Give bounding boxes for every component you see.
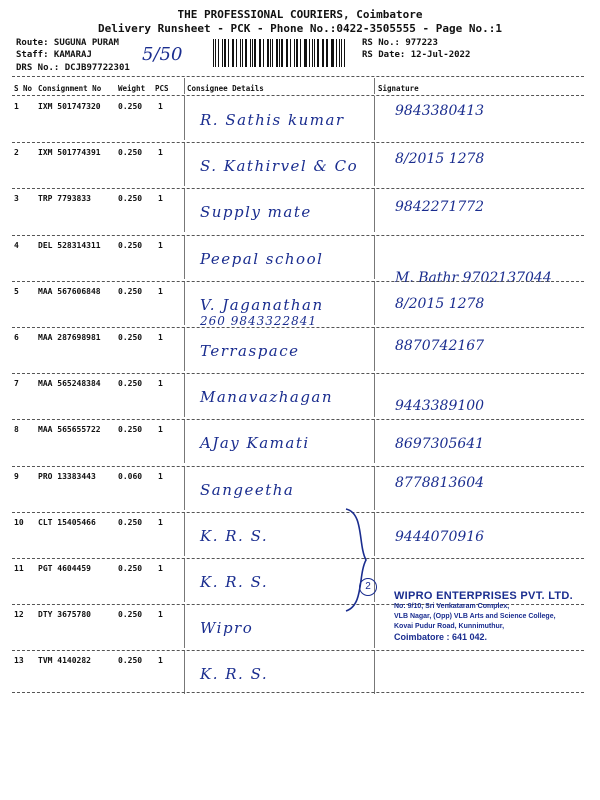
col-divider-signature [374,78,375,94]
col-divider [374,650,375,694]
stamp-address-2: VLB Nagar, (Opp) VLB Arts and Science College, [394,613,556,620]
row-consignment-no: TVM 4140282 [38,656,91,665]
col-divider [184,373,185,417]
row-separator [12,235,584,236]
row-consignment-no: MAA 565248384 [38,379,101,388]
row-separator [12,373,584,374]
row-weight: 0.250 [118,656,143,665]
row-sno: 9 [14,472,19,481]
col-divider [374,419,375,463]
barcode-bar [267,39,268,67]
barcode-bar [286,39,287,67]
row-pcs: 1 [158,656,163,665]
barcode-bar [270,39,271,67]
col-header-sno: S No [14,84,33,93]
barcode-bar [322,39,323,67]
barcode-bar [336,39,337,67]
col-divider [184,512,185,556]
barcode-bar [294,39,295,67]
col-divider [374,327,375,371]
row-consignment-no: PGT 4604459 [38,564,91,573]
row-consignee: R. Sathis kumar [200,111,345,129]
row-sno: 2 [14,148,19,157]
barcode-bar [213,39,214,67]
barcode-bar [250,39,251,67]
row-consignment-no: IXM 501774391 [38,148,101,157]
barcode-bar [279,39,280,67]
row-sno: 10 [14,518,24,527]
col-divider [374,466,375,510]
col-header-signature: Signature [378,84,419,93]
row-pcs: 1 [158,287,163,296]
col-divider [184,327,185,371]
barcode-bar [296,39,298,67]
col-divider [184,650,185,694]
col-divider [374,235,375,279]
barcode-bar [245,39,247,67]
row-weight: 0.250 [118,148,143,157]
row-sno: 3 [14,194,19,203]
col-divider [184,235,185,279]
row-consignee: Sangeetha [200,481,295,499]
row-signature: 9443389100 [395,398,485,414]
route-label: Route: SUGUNA PURAM [16,38,119,48]
barcode-bar [228,39,229,67]
col-header-consignee: Consignee Details [187,84,264,93]
row-pcs: 1 [158,379,163,388]
row-signature: 9843380413 [395,103,485,119]
barcode-bar [304,39,305,67]
row-consignee: Wipro [200,619,254,637]
row-signature: 8870742167 [395,338,485,354]
col-divider [184,604,185,648]
barcode-bar [254,39,255,67]
barcode-bar [300,39,301,67]
row-sno: 13 [14,656,24,665]
row-consignee: K. R. S. [200,527,269,545]
header-top-rule [12,76,584,77]
rs-date: RS Date: 12-Jul-2022 [362,50,471,60]
row-weight: 0.250 [118,610,143,619]
barcode-bar [317,39,318,67]
barcode-bar [341,39,342,67]
row-separator [12,281,584,282]
row-consignment-no: PRO 13383443 [38,472,96,481]
row-signature: 8/2015 1278 [395,296,485,312]
barcode-bar [260,39,261,67]
col-divider [374,188,375,232]
barcode-bar [344,39,345,67]
table-bottom-rule [12,692,584,693]
row-consignee: V. Jaganathan [200,296,324,314]
col-divider [184,96,185,140]
row-consignee: AJay Kamati [200,434,310,452]
row-pcs: 1 [158,333,163,342]
page-count-note: 5/50 [142,44,183,65]
row-weight: 0.250 [118,194,143,203]
row-consignee: Manavazhagan [200,388,334,406]
barcode-bar [252,39,253,67]
row-weight: 0.250 [118,425,143,434]
stamp-address-4: Coimbatore : 641 042. [394,632,488,642]
barcode-bar [309,39,310,67]
row-signature: 9444070916 [395,529,485,545]
row-signature: 9842271772 [395,199,485,215]
row-consignee: Terraspace [200,342,300,360]
row-consignment-no: CLT 15405466 [38,518,96,527]
row-weight: 0.250 [118,518,143,527]
barcode-bar [326,39,328,67]
col-divider [184,188,185,232]
row-weight: 0.250 [118,241,143,250]
barcode-bar [242,39,243,67]
row-separator [12,142,584,143]
row-pcs: 1 [158,241,163,250]
row-sno: 11 [14,564,24,573]
row-weight: 0.250 [118,379,143,388]
row-consignee: S. Kathirvel & Co [200,157,359,175]
brace-mark [340,505,380,615]
barcode-bar [272,39,273,67]
row-sno: 4 [14,241,19,250]
row-consignee-extra: 260 9843322841 [200,314,318,328]
row-pcs: 1 [158,518,163,527]
barcode-bar [339,39,340,67]
row-sno: 8 [14,425,19,434]
document-subtitle: Delivery Runsheet - PCK - Phone No.:0422-3505555 - Page No.:1 [98,22,502,35]
row-signature: 8778813604 [395,475,485,491]
row-pcs: 1 [158,564,163,573]
row-weight: 0.250 [118,102,143,111]
barcode-bar [314,39,315,67]
row-pcs: 1 [158,610,163,619]
col-header-pcs: PCS [155,84,169,93]
col-divider [184,281,185,325]
row-sno: 12 [14,610,24,619]
col-divider [374,142,375,186]
row-signature: 8/2015 1278 [395,151,485,167]
col-divider [374,96,375,140]
row-signature: 8697305641 [395,436,485,452]
col-divider [184,419,185,463]
row-separator [12,327,584,328]
row-consignment-no: IXM 501747320 [38,102,101,111]
col-divider [184,142,185,186]
row-weight: 0.250 [118,564,143,573]
row-sno: 7 [14,379,19,388]
col-divider [184,558,185,602]
staff-label: Staff: KAMARAJ [16,50,92,60]
barcode-bar [222,39,223,67]
col-divider-consignee [184,78,185,94]
row-sno: 6 [14,333,19,342]
row-consignment-no: MAA 567606848 [38,287,101,296]
row-signature: M. Bathr 9702137044 [395,270,552,286]
barcode-bar [312,39,313,67]
stamp-company: WIPRO ENTERPRISES PVT. LTD. [394,590,574,602]
col-divider [184,466,185,510]
barcode-bar [224,39,226,67]
barcode-bar [287,39,288,67]
row-consignment-no: MAA 287698981 [38,333,101,342]
row-pcs: 1 [158,148,163,157]
col-divider [374,281,375,325]
drs-number: DRS No.: DCJB97722301 [16,63,130,73]
row-pcs: 1 [158,194,163,203]
barcode-bar [236,39,237,67]
barcode-bar [290,39,291,67]
row-pcs: 1 [158,425,163,434]
row-weight: 0.250 [118,287,143,296]
stamp-address-3: Kovai Pudur Road, Kunnimuthur, [394,623,505,630]
col-divider [374,373,375,417]
barcode-bar [259,39,260,67]
circled-count: 2 [359,578,377,596]
row-separator [12,419,584,420]
row-weight: 0.060 [118,472,143,481]
document-title: THE PROFESSIONAL COURIERS, Coimbatore [177,8,423,21]
barcode-bar [323,39,324,67]
barcode-bar [232,39,233,67]
header-bottom-rule [12,95,584,96]
barcode-bar [233,39,234,67]
barcode-bar [305,39,306,67]
stamp-address-1: No: 9/10, Sri Venkataram Complex, [394,603,510,610]
col-header-consignment: Consignment No [38,84,102,93]
barcode-bar [215,39,216,67]
row-separator [12,650,584,651]
row-pcs: 1 [158,472,163,481]
barcode-bar [331,39,332,67]
row-separator [12,466,584,467]
row-consignee: K. R. S. [200,573,269,591]
row-consignment-no: MAA 565655722 [38,425,101,434]
row-consignment-no: DEL 528314311 [38,241,101,250]
company-stamp [394,590,584,642]
row-separator [12,512,584,513]
barcode-bar [276,39,278,67]
row-separator [12,188,584,189]
barcode-bar [263,39,264,67]
row-sno: 1 [14,102,19,111]
row-consignee: K. R. S. [200,665,269,683]
row-sno: 5 [14,287,19,296]
row-consignment-no: DTY 3675780 [38,610,91,619]
barcode-bar [281,39,282,67]
barcode-bar [332,39,333,67]
row-weight: 0.250 [118,333,143,342]
barcode-bar [240,39,241,67]
row-pcs: 1 [158,102,163,111]
barcode [213,39,348,67]
rs-number: RS No.: 977223 [362,38,438,48]
row-separator [12,558,584,559]
col-header-weight: Weight [118,84,146,93]
row-consignee: Supply mate [200,203,312,221]
row-consignee: Peepal school [200,250,324,268]
barcode-bar [218,39,219,67]
row-consignment-no: TRP 7793833 [38,194,91,203]
